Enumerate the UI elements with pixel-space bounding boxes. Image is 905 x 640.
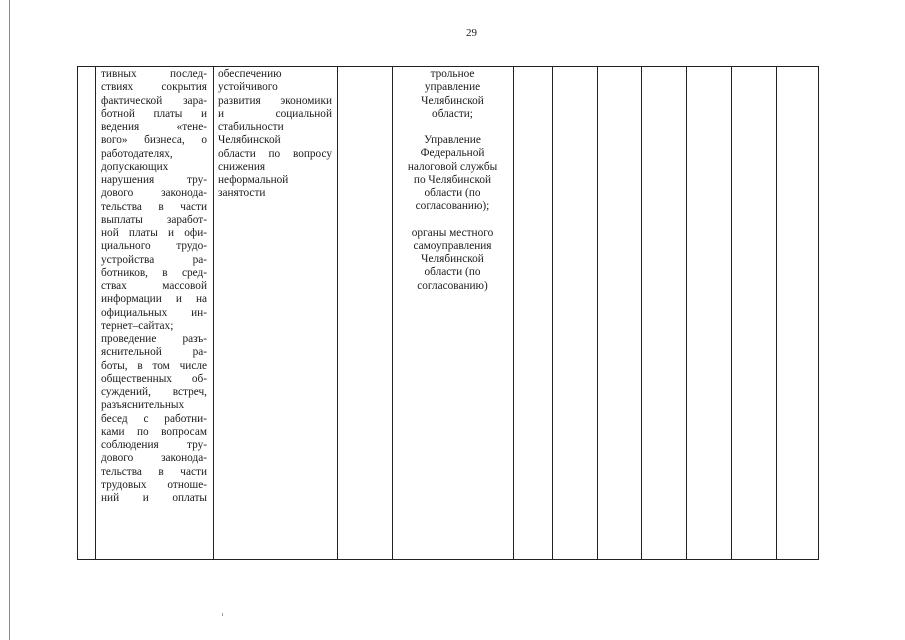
text-line: яснительной ра- (101, 346, 207, 359)
text-line: официальных ин- (101, 306, 207, 319)
text-line: и социальной (218, 107, 332, 120)
text-line: ствах массовой (101, 280, 207, 292)
column-divider (392, 66, 393, 559)
text-line: ной платы и офи- (101, 227, 207, 239)
column-divider (776, 66, 777, 559)
text-line: ботной платы и (101, 107, 207, 120)
text-line: стабильности (218, 121, 284, 133)
text-line: устойчивого (218, 81, 278, 94)
page-number: 29 (466, 27, 477, 39)
text-line: по Челябинской (413, 173, 492, 186)
text-line: обеспечению (218, 68, 282, 80)
cell-goal-text (218, 68, 332, 201)
text-line: развития экономики (218, 94, 332, 107)
text-line: Челябинской (218, 134, 281, 147)
column-divider (213, 66, 214, 559)
column-divider (641, 66, 642, 559)
table-border (77, 66, 78, 559)
text-line: циального трудо- (101, 240, 207, 253)
text-line: разъяснительных (101, 399, 185, 412)
text-line: области; (432, 107, 473, 120)
text-line: суждений, встреч, (101, 386, 207, 398)
text-line: Челябинской (421, 253, 484, 265)
text-line: устройства ра- (101, 253, 207, 266)
text-line: области (по (424, 187, 481, 199)
text-line: Челябинской (421, 94, 484, 107)
text-line: области по вопросу (218, 147, 332, 160)
column-divider (686, 66, 687, 559)
text-line: допускающих (101, 160, 169, 173)
text-line: тивных послед- (101, 68, 207, 80)
text-line: Управление (424, 134, 481, 146)
table-border (818, 66, 819, 559)
text-line: снижения (218, 160, 266, 173)
text-line: проведение разъ- (101, 333, 207, 345)
text-line: области (по (424, 266, 481, 279)
text-line: ведения «тене- (101, 121, 207, 133)
text-line: Федеральной (420, 147, 485, 160)
text-line: неформальной (218, 174, 289, 186)
text-line: самоуправления (413, 239, 492, 252)
text-line: информации и на (101, 293, 207, 306)
text-line: органы местного (411, 226, 494, 239)
text-line: ками по вопросам (101, 425, 207, 438)
scan-artifact (222, 613, 223, 616)
text-line: дового законода- (101, 187, 207, 200)
scan-left-edge (9, 0, 10, 640)
cell-responsible-text (396, 68, 509, 293)
text-line: работодателях, (101, 147, 173, 160)
text-line: общественных об- (101, 372, 207, 385)
text-line: управление (424, 81, 481, 94)
text-line: тернет–сайтах; (101, 319, 174, 332)
column-divider (731, 66, 732, 559)
text-line: ний и оплаты (101, 492, 207, 504)
text-line: трудовых отноше- (101, 478, 207, 491)
text-line: согласованию); (415, 200, 490, 213)
text-line: налоговой службы (407, 160, 498, 173)
text-line: фактической зара- (101, 94, 207, 107)
text-line: выплаты заработ- (101, 213, 207, 226)
text-line: согласованию) (417, 279, 488, 292)
text-line: ботников, в сред- (101, 266, 207, 279)
text-line: тельства в части (101, 200, 207, 213)
text-line: ствиях сокрытия (101, 81, 207, 94)
text-line: нарушения тру- (101, 174, 207, 186)
text-line: трольное (430, 68, 475, 80)
column-divider (513, 66, 514, 559)
column-divider (95, 66, 96, 559)
text-line: бесед с работни- (101, 412, 207, 425)
column-divider (337, 66, 338, 559)
cell-measures-text (101, 68, 207, 505)
text-line: боты, в том числе (101, 359, 207, 372)
column-divider (597, 66, 598, 559)
text-line: соблюдения тру- (101, 439, 207, 451)
text-line: занятости (218, 187, 266, 200)
text-line: вого» бизнеса, о (101, 134, 207, 147)
text-line: тельства в части (101, 465, 207, 478)
text-line: дового законода- (101, 452, 207, 465)
column-divider (552, 66, 553, 559)
